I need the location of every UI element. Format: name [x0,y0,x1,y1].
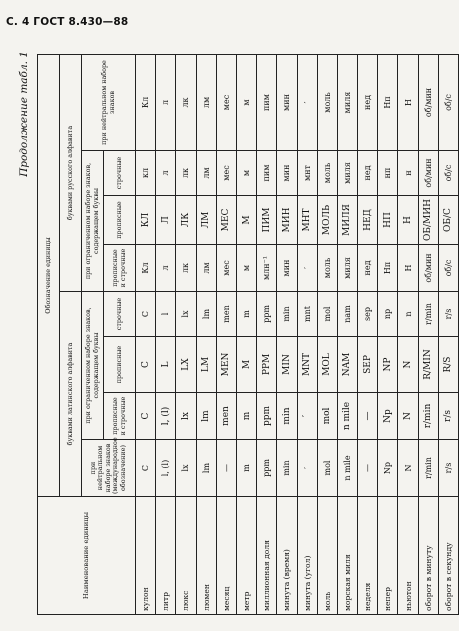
designation-cell: мес [216,245,236,292]
designation-cell: миля [337,151,357,196]
designation-cell: ′ [297,54,317,150]
designation-cell: моль [317,151,337,196]
designation-cell: Np [378,440,398,497]
designation-cell: ppm [257,440,277,497]
designation-cell: min [277,440,297,497]
table-row [398,54,418,614]
header-rus-lower: строчные [104,151,136,196]
header-designation: Обозначение единицы [38,54,60,496]
designation-cell: Нп [378,54,398,150]
unit-name-cell: люмен [196,497,216,615]
table-row [438,54,458,614]
designation-cell: ЛК [176,196,196,245]
designation-cell: lx [176,393,196,440]
designation-cell: np [378,292,398,337]
designation-cell: МИЛЯ [337,196,357,245]
table-row [176,54,196,614]
designation-cell: нп [378,151,398,196]
table-row [418,54,438,614]
designation-cell: НП [378,196,398,245]
designation-cell: Н [398,196,418,245]
designation-cell: миля [337,245,357,292]
designation-cell: Н [398,54,418,150]
designation-cell: men [216,393,236,440]
table-row [277,54,297,614]
unit-name-cell: непер [378,497,398,615]
designation-cell: мнт [297,151,317,196]
designation-cell: кл [136,151,156,196]
designation-cell: об/мин [418,54,438,150]
designation-cell: min [277,292,297,337]
designation-cell: мес [216,151,236,196]
designation-cell: MNT [297,337,317,393]
unit-name-cell: ньютон [398,497,418,615]
unit-name-cell: морская миля [337,497,357,615]
designation-cell: моль [317,245,337,292]
designation-cell: LX [176,337,196,393]
designation-cell: МЕС [216,196,236,245]
designation-cell: мин [277,54,297,150]
header-neutral: при нейтральном наборе знаков (международное обозначение) [82,440,136,497]
designation-cell: PPM [257,337,277,393]
header-ogr-latin: при ограниченном наборе знаков, содержащем буквы [82,292,104,440]
unit-name-cell: метр [236,497,256,615]
table-row [378,54,398,614]
designation-cell: lm [196,292,216,337]
designation-cell: r/min [418,440,438,497]
unit-name-cell: миллионная доля [257,497,277,615]
designation-cell: L [156,337,176,393]
designation-cell: Np [378,393,398,440]
designation-cell: lx [176,292,196,337]
designation-cell: об/с [438,151,458,196]
designation-cell: m [236,292,256,337]
designation-cell: C [136,337,156,393]
designation-cell: NAM [337,337,357,393]
unit-name-cell: неделя [358,497,378,615]
designation-cell: n mile [337,440,357,497]
unit-name-cell: месяц [216,497,236,615]
table-row [196,54,216,614]
unit-name-cell: кулон [136,497,156,615]
designation-cell: моль [317,54,337,150]
designation-cell: ppm [257,292,277,337]
designation-cell: R/MIN [418,337,438,393]
designation-cell: lm [196,440,216,497]
designation-cell: N [398,393,418,440]
unit-name-cell: моль [317,497,337,615]
designation-cell: ПИМ [257,196,277,245]
header-rus-upper: прописные [104,196,136,245]
designation-cell: об/мин [418,151,438,196]
designation-cell: Кл [136,54,156,150]
designation-cell: LM [196,337,216,393]
designation-cell: men [216,292,236,337]
designation-cell: мес [216,54,236,150]
continuation-label: Продолжение табл. 1 [18,51,30,177]
designation-cell: l, (l) [156,393,176,440]
designation-cell: миля [337,54,357,150]
designation-cell: МИН [277,196,297,245]
unit-name-cell: минута (время) [277,497,297,615]
table-row [136,54,156,614]
designation-cell: sep [358,292,378,337]
designation-cell: об/с [438,245,458,292]
designation-cell: R/S [438,337,458,393]
designation-cell: ОБ/С [438,196,458,245]
designation-cell: л [156,54,176,150]
unit-name-cell: оборот в минуту [418,497,438,615]
designation-cell: mnt [297,292,317,337]
designation-cell: мин [277,245,297,292]
designation-cell: об/с [438,54,458,150]
designation-cell: — [358,393,378,440]
header-latin: буквами латинского алфавита [60,292,82,497]
table-row [358,54,378,614]
designation-cell: Л [156,196,176,245]
designation-cell: mol [317,440,337,497]
designation-cell: Н [398,245,418,292]
header-rus-mixed: прописные и строчные [104,245,136,292]
table-row [297,54,317,614]
designation-cell: ppm [257,393,277,440]
designation-cell: mol [317,393,337,440]
table-row [257,54,277,614]
designation-cell: лм [196,245,216,292]
designation-cell: r/s [438,292,458,337]
designation-cell: r/min [418,393,438,440]
designation-cell: N [398,337,418,393]
designation-cell: r/s [438,393,458,440]
page-header: С. 4 ГОСТ 8.430—88 [6,16,129,28]
table-row [317,54,337,614]
designation-cell: ОБ/МИН [418,196,438,245]
designation-cell: — [216,440,236,497]
table-row [337,54,357,614]
designation-cell: н [398,151,418,196]
designation-cell: C [136,393,156,440]
designation-cell: ЛМ [196,196,216,245]
designation-cell: лк [176,245,196,292]
designation-cell: n [398,292,418,337]
designation-cell: l, (l) [156,440,176,497]
unit-name-cell: литр [156,497,176,615]
units-table [37,54,459,615]
designation-cell: млн⁻¹ [257,245,277,292]
header-ogr-russian: при ограниченном наборе знаков, содержащем буквы [82,151,104,292]
designation-cell: ′ [297,245,317,292]
designation-cell: МОЛЬ [317,196,337,245]
unit-name-cell: люкс [176,497,196,615]
designation-cell: n mile [337,393,357,440]
table-row [156,54,176,614]
designation-cell: mol [317,292,337,337]
header-lat-mixed: прописные и строчные [104,393,136,440]
designation-cell: ′ [297,440,317,497]
designation-cell: лк [176,151,196,196]
designation-cell: m [236,440,256,497]
designation-cell: НЕД [358,196,378,245]
designation-cell: C [136,440,156,497]
designation-cell: Кл [136,245,156,292]
designation-cell: m [236,393,256,440]
designation-cell: lm [196,393,216,440]
header-lat-lower: строчные [104,292,136,337]
unit-name-cell: оборот в секунду [438,497,458,615]
designation-cell: NP [378,337,398,393]
header-neutral-russian: при нейтральном наборе знаков [82,54,136,150]
designation-cell: MEN [216,337,236,393]
designation-cell: MOL [317,337,337,393]
designation-cell: C [136,292,156,337]
designation-cell: — [358,440,378,497]
header-lat-upper: прописные [104,337,136,393]
designation-cell: л [156,245,176,292]
designation-cell: лм [196,151,216,196]
designation-cell: лм [196,54,216,150]
designation-cell: nam [337,292,357,337]
designation-cell: пим [257,54,277,150]
designation-cell: КЛ [136,196,156,245]
designation-cell: пим [257,151,277,196]
designation-cell: об/мин [418,245,438,292]
designation-cell: м [236,151,256,196]
designation-cell: мин [277,151,297,196]
designation-cell: MIN [277,337,297,393]
table-row [216,54,236,614]
designation-cell: м [236,54,256,150]
designation-cell: r/min [418,292,438,337]
designation-cell: МНТ [297,196,317,245]
designation-cell: М [236,196,256,245]
designation-cell: Нп [378,245,398,292]
designation-cell: M [236,337,256,393]
header-russian: буквами русского алфавита [60,54,82,291]
designation-cell: N [398,440,418,497]
designation-cell: нед [358,54,378,150]
designation-cell: r/s [438,440,458,497]
rotated-table-block [18,51,454,615]
table-row [236,54,256,614]
designation-cell: lx [176,440,196,497]
designation-cell: м [236,245,256,292]
designation-cell: min [277,393,297,440]
designation-cell: лк [176,54,196,150]
designation-cell: нед [358,151,378,196]
designation-cell: SEP [358,337,378,393]
header-unit-name: Наименование единицы [38,497,136,615]
unit-name-cell: минута (угол) [297,497,317,615]
designation-cell: l [156,292,176,337]
designation-cell: ′ [297,393,317,440]
designation-cell: нед [358,245,378,292]
designation-cell: л [156,151,176,196]
